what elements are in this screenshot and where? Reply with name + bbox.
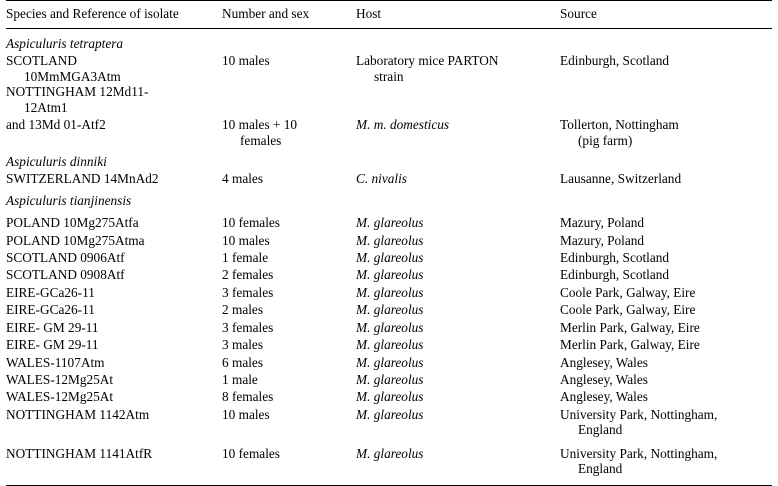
source <box>560 445 772 478</box>
source <box>560 406 772 439</box>
table-row <box>6 209 772 231</box>
host: M. glareolus <box>356 250 424 266</box>
table-header <box>6 1 772 29</box>
table-row <box>6 170 772 187</box>
isolate-reference: EIRE-GCa26-11 <box>6 302 95 318</box>
isolate-reference: and 13Md 01-Atf2 <box>6 117 106 133</box>
isolate-reference: POLAND 10Mg275Atfa <box>6 215 139 231</box>
host: M. glareolus <box>356 267 424 283</box>
host: M. glareolus <box>356 372 424 388</box>
host: M. glareolus <box>356 319 424 335</box>
isolate-reference: WALES-12Mg25At <box>6 389 114 405</box>
host-line: Laboratory mice PARTON <box>356 53 499 69</box>
source: Anglesey, Wales <box>560 354 648 370</box>
source <box>560 116 772 149</box>
number-and-sex: 3 males <box>222 337 263 353</box>
isolate-line: NOTTINGHAM 12Md11- <box>6 84 149 100</box>
number-and-sex: 2 females <box>222 267 274 283</box>
table-row <box>6 388 772 405</box>
source <box>560 52 772 116</box>
species-name: Aspiculuris dinniki <box>6 153 107 169</box>
table-row <box>6 284 772 301</box>
number-line: 10 males + 10 <box>222 117 298 133</box>
isolate-reference: EIRE- GM 29-11 <box>6 337 99 353</box>
source: Merlin Park, Galway, Eire <box>560 337 700 353</box>
number-and-sex: 8 females <box>222 389 274 405</box>
host: M. glareolus <box>356 215 424 231</box>
column-header-host: Host <box>356 1 560 29</box>
isolate-reference: WALES-12Mg25At <box>6 372 114 388</box>
isolate-reference: SCOTLAND 0906Atf <box>6 250 125 266</box>
source: Coole Park, Galway, Eire <box>560 284 696 300</box>
isolate-reference: SWITZERLAND 14MnAd2 <box>6 171 159 187</box>
table-row <box>6 249 772 266</box>
species-group-heading <box>6 188 772 209</box>
number-line: females <box>240 132 282 148</box>
isolate-reference: WALES-1107Atm <box>6 354 105 370</box>
source-line: England <box>578 461 623 477</box>
species-group-heading <box>6 149 772 170</box>
number-and-sex: 1 female <box>222 250 269 266</box>
source: Mazury, Poland <box>560 215 645 231</box>
host-line: strain <box>374 68 404 84</box>
number-and-sex: 3 females <box>222 284 274 300</box>
table-row <box>6 445 772 478</box>
number-and-sex: 4 males <box>222 171 263 187</box>
source-line: England <box>578 422 623 438</box>
source: Merlin Park, Galway, Eire <box>560 319 700 335</box>
host <box>356 52 560 116</box>
number-and-sex: 10 females <box>222 445 280 461</box>
host: C. nivalis <box>356 171 407 187</box>
isolates-table <box>6 0 772 478</box>
table-row <box>6 371 772 388</box>
number-and-sex <box>222 116 356 149</box>
column-header-number-sex: Number and sex <box>222 1 356 29</box>
host: M. glareolus <box>356 445 424 461</box>
source: Edinburgh, Scotland <box>560 250 670 266</box>
isolate-reference: NOTTINGHAM 1141AtfR <box>6 445 153 461</box>
table-row <box>6 52 772 116</box>
table-body <box>6 29 772 478</box>
isolate-line: SCOTLAND <box>6 53 77 69</box>
number-and-sex: 10 males <box>222 232 270 248</box>
isolate-reference: NOTTINGHAM 1142Atm <box>6 406 150 422</box>
source: Edinburgh, Scotland <box>560 267 670 283</box>
isolate-reference: EIRE- GM 29-11 <box>6 319 99 335</box>
table-row <box>6 319 772 336</box>
host: M. glareolus <box>356 302 424 318</box>
number-and-sex: 1 male <box>222 372 258 388</box>
host: M. glareolus <box>356 284 424 300</box>
host: M. glareolus <box>356 354 424 370</box>
isolate-reference: SCOTLAND 0908Atf <box>6 267 125 283</box>
host: M. glareolus <box>356 389 424 405</box>
number-and-sex: 2 males <box>222 302 263 318</box>
species-name: Aspiculuris tianjinensis <box>6 192 132 208</box>
column-header-source: Source <box>560 1 772 29</box>
source-line: Tollerton, Nottingham <box>560 117 679 133</box>
source: Anglesey, Wales <box>560 372 648 388</box>
table-row <box>6 301 772 318</box>
source: Coole Park, Galway, Eire <box>560 302 696 318</box>
number-and-sex: 3 females <box>222 319 274 335</box>
table-row <box>6 116 772 149</box>
source: Anglesey, Wales <box>560 389 648 405</box>
isolate-reference: EIRE-GCa26-11 <box>6 284 95 300</box>
number-and-sex: 10 males <box>222 53 270 69</box>
number-and-sex: 10 females <box>222 215 280 231</box>
host: M. glareolus <box>356 232 424 248</box>
source-line: Edinburgh, Scotland <box>560 53 670 69</box>
host: M. glareolus <box>356 406 424 422</box>
isolate-line: 12Atm1 <box>24 99 68 115</box>
isolate-reference <box>6 52 222 116</box>
host: M. glareolus <box>356 337 424 353</box>
source: Lausanne, Switzerland <box>560 171 682 187</box>
isolate-reference: POLAND 10Mg275Atma <box>6 232 145 248</box>
header-row <box>6 1 772 29</box>
table-row <box>6 232 772 249</box>
species-group-heading <box>6 29 772 53</box>
table-row <box>6 336 772 353</box>
source-line: University Park, Nottingham, <box>560 445 718 461</box>
table-row <box>6 354 772 371</box>
source-line: (pig farm) <box>578 132 633 148</box>
table-row <box>6 406 772 439</box>
table-row <box>6 266 772 283</box>
source: Mazury, Poland <box>560 232 645 248</box>
host: M. m. domesticus <box>356 117 450 133</box>
species-name: Aspiculuris tetraptera <box>6 36 124 51</box>
number-and-sex: 6 males <box>222 354 263 370</box>
source-line: University Park, Nottingham, <box>560 406 718 422</box>
number-and-sex: 10 males <box>222 406 270 422</box>
isolate-line: 10MmMGA3Atm <box>24 68 121 84</box>
column-header-species: Species and Reference of isolate <box>6 1 222 29</box>
